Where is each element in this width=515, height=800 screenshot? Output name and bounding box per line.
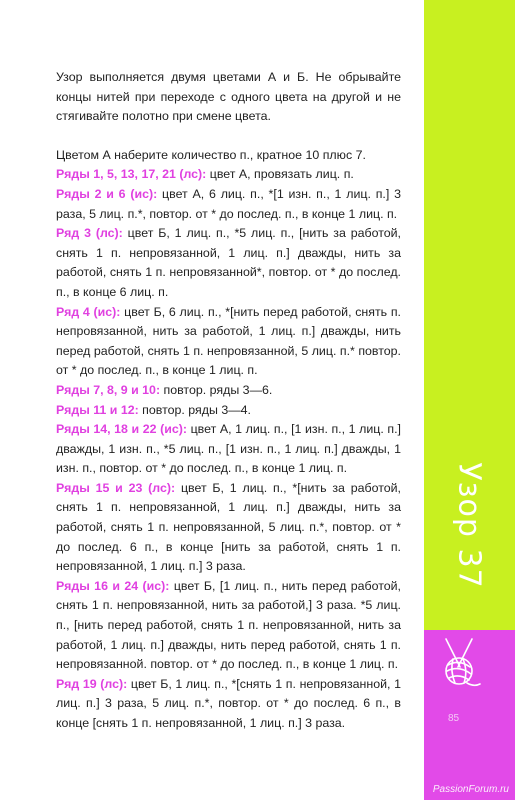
row-instruction: [56, 675, 401, 734]
yarn-ball-icon: [436, 637, 482, 691]
row-instruction: [56, 401, 401, 421]
pattern-title: Узор 37: [452, 461, 487, 589]
pattern-title-block: [424, 420, 515, 630]
row-label: Ряд 4 (ис):: [56, 304, 121, 319]
row-label: Ряды 1, 5, 13, 17, 21 (лс):: [56, 167, 207, 182]
row-label: Ряды 14, 18 и 22 (ис):: [56, 422, 187, 437]
row-instruction: [56, 420, 401, 479]
row-text: цвет Б, [1 лиц. п., нить перед работой, снять 1 п. непровязанной, нить за работой,] 3 раза. *5 лиц. п., [нить перед работой, снять 1 п. непровязанной, нить за работой, 1 лиц. п.] дважды, нить перед работой, снять 1 п. непровязанной. повтор. от * до послед. п., в конце 1 лиц. п.: [56, 578, 402, 672]
cast-on-instruction: Цветом А наберите количество п., кратное 10 плюс 7.: [56, 147, 366, 162]
page-number: 85: [448, 713, 460, 724]
row-label: Ряды 2 и 6 (ис):: [56, 186, 158, 201]
row-text: цвет А, 1 лиц. п., [1 изн. п., 1 лиц. п.] дважды, 1 изн. п., *5 лиц. п., [1 изн. п., 1 лиц. п.] дважды, 1 изн. п., повтор. от * до послед. п., в конце 1 лиц. п.: [56, 422, 401, 476]
row-text: цвет А, провязать лиц. п.: [206, 167, 354, 182]
row-label: Ряд 3 (лс):: [56, 226, 123, 241]
row-text: повтор. ряды 3—6.: [160, 382, 273, 397]
row-instruction: [56, 381, 401, 401]
row-label: Ряд 19 (лс):: [56, 676, 128, 691]
row-text: цвет Б, 6 лиц. п., *[нить перед работой, снять п. непровязанной, нить за работой, 1 лиц. п.] дважды, нить перед работой, снять 1 п. непровязанной, 5 лиц. п.* повтор. от * до послед. п., в конце 1 лиц. п.: [56, 304, 402, 378]
watermark: PassionForum.ru: [432, 784, 509, 795]
row-instruction: [56, 479, 401, 577]
row-label: Ряды 11 и 12:: [56, 402, 139, 417]
row-instruction: [56, 577, 401, 675]
row-text: цвет А, 6 лиц. п., *[1 изн. п., 1 лиц. п.] 3 раза, 5 лиц. п.*, повтор. от * до послед. п., в конце 1 лиц. п.: [56, 186, 401, 221]
row-instruction: [56, 303, 401, 381]
row-instruction: [56, 165, 401, 185]
row-instruction: [56, 224, 401, 302]
row-text: цвет Б, 1 лиц. п., *5 лиц. п., [нить за работой, снять 1 п. непровязанной, 1 лиц. п.] дважды, нить за работой, снять 1 п. непровязанной*, повтор. от * до послед. п., в конце 6 лиц. п.: [56, 226, 402, 299]
row-label: Ряды 15 и 23 (лс):: [56, 480, 176, 495]
row-label: Ряды 7, 8, 9 и 10:: [56, 382, 161, 397]
intro-paragraph: Узор выполняется двумя цветами А и Б. Не обрывайте концы нитей при переходе с одного цвета на другой и не стягивайте полотно при смене цвета.: [56, 70, 401, 124]
row-instruction: [56, 185, 401, 224]
row-text: повтор. ряды 3—4.: [138, 402, 251, 417]
pattern-instructions: [56, 68, 401, 734]
row-text: цвет Б, 1 лиц. п., *[снять 1 п. непровязанной, 1 лиц. п.] 3 раза, 5 лиц. п.*, повтор. от * до послед. 6 п., в конце [снять 1 п. непровязанной, 1 лиц. п.] 3 раза.: [56, 676, 401, 730]
row-text: цвет Б, 1 лиц. п., *[нить за работой, снять 1 п. непровязанной, 1 лиц. п.] дважды, нить за работой, снять 1 п. непровязанной, 5 лиц. п.*, повтор. от * до послед. 6 п., в конце [нить за работой, снять 1 п. непровязанной, 1 лиц. п.] 3 раза.: [56, 480, 401, 574]
row-label: Ряды 16 и 24 (ис):: [56, 578, 170, 593]
